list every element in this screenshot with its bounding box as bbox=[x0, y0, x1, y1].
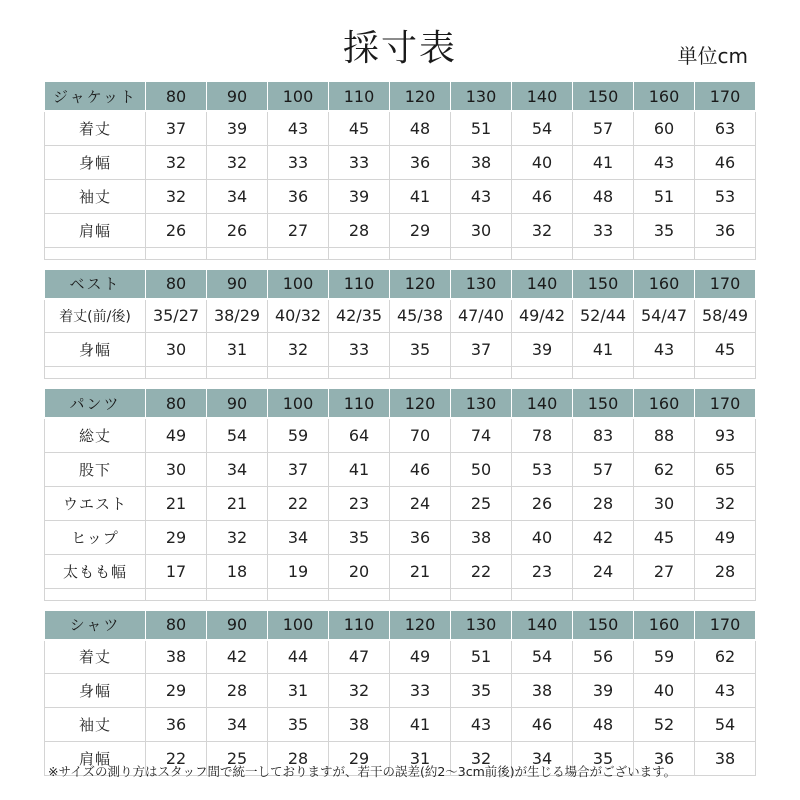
size-header: 130 bbox=[451, 388, 512, 418]
cell: 53 bbox=[512, 452, 573, 486]
size-header: 150 bbox=[573, 610, 634, 640]
cell: 28 bbox=[695, 554, 756, 588]
cell: 32 bbox=[451, 742, 512, 776]
cell: 54 bbox=[512, 111, 573, 145]
footnote: ※サイズの測り方はスタッフ間で統一しておりますが、若干の誤差(約2〜3cm前後)が生じる場合がございます。 bbox=[48, 764, 677, 779]
cell: 44 bbox=[268, 640, 329, 674]
size-header: 110 bbox=[329, 81, 390, 111]
cell: 29 bbox=[146, 674, 207, 708]
section-header: ジャケット bbox=[45, 81, 146, 111]
cell: 42/35 bbox=[329, 299, 390, 333]
cell: 62 bbox=[634, 452, 695, 486]
cell: 20 bbox=[329, 554, 390, 588]
size-header: 130 bbox=[451, 269, 512, 299]
row-label: 袖丈 bbox=[45, 179, 146, 213]
cell: 62 bbox=[695, 640, 756, 674]
cell: 38/29 bbox=[207, 299, 268, 333]
cell: 59 bbox=[268, 418, 329, 452]
cell: 45/38 bbox=[390, 299, 451, 333]
cell: 41 bbox=[329, 452, 390, 486]
cell: 28 bbox=[268, 742, 329, 776]
cell: 32 bbox=[512, 213, 573, 247]
row-label: 総丈 bbox=[45, 418, 146, 452]
cell: 45 bbox=[695, 333, 756, 367]
size-header: 90 bbox=[207, 610, 268, 640]
size-header: 110 bbox=[329, 388, 390, 418]
section-header: ベスト bbox=[45, 269, 146, 299]
cell: 43 bbox=[634, 333, 695, 367]
size-header: 80 bbox=[146, 388, 207, 418]
table-row bbox=[45, 299, 756, 333]
cell: 51 bbox=[634, 179, 695, 213]
table-header-row bbox=[45, 388, 756, 418]
cell: 35 bbox=[329, 520, 390, 554]
row-label: 身幅 bbox=[45, 674, 146, 708]
size-header: 120 bbox=[390, 610, 451, 640]
size-header: 150 bbox=[573, 269, 634, 299]
size-header: 80 bbox=[146, 81, 207, 111]
cell: 53 bbox=[695, 179, 756, 213]
table-header-row bbox=[45, 269, 756, 299]
row-label: 肩幅 bbox=[45, 213, 146, 247]
cell: 45 bbox=[634, 520, 695, 554]
cell: 38 bbox=[695, 742, 756, 776]
row-label: 肩幅 bbox=[45, 742, 146, 776]
cell: 30 bbox=[146, 452, 207, 486]
cell: 38 bbox=[451, 520, 512, 554]
cell: 31 bbox=[390, 742, 451, 776]
cell: 54 bbox=[695, 708, 756, 742]
page-title: 採寸表 bbox=[342, 28, 457, 69]
spacer-row bbox=[45, 367, 756, 379]
table-row bbox=[45, 111, 756, 145]
cell: 36 bbox=[390, 145, 451, 179]
cell: 19 bbox=[268, 554, 329, 588]
cell: 28 bbox=[207, 674, 268, 708]
cell: 52 bbox=[634, 708, 695, 742]
cell: 25 bbox=[451, 486, 512, 520]
size-header: 90 bbox=[207, 388, 268, 418]
cell: 36 bbox=[146, 708, 207, 742]
cell: 41 bbox=[573, 145, 634, 179]
cell: 51 bbox=[451, 111, 512, 145]
cell: 32 bbox=[268, 333, 329, 367]
cell: 21 bbox=[146, 486, 207, 520]
cell: 49 bbox=[390, 640, 451, 674]
cell: 25 bbox=[207, 742, 268, 776]
cell: 28 bbox=[329, 213, 390, 247]
cell: 33 bbox=[329, 333, 390, 367]
table-row bbox=[45, 145, 756, 179]
cell: 39 bbox=[512, 333, 573, 367]
table-row bbox=[45, 674, 756, 708]
cell: 43 bbox=[451, 179, 512, 213]
table-row bbox=[45, 520, 756, 554]
cell: 83 bbox=[573, 418, 634, 452]
cell: 39 bbox=[329, 179, 390, 213]
spacer-row bbox=[45, 588, 756, 600]
size-header: 160 bbox=[634, 610, 695, 640]
cell: 31 bbox=[268, 674, 329, 708]
cell: 49 bbox=[146, 418, 207, 452]
cell: 35/27 bbox=[146, 299, 207, 333]
cell: 43 bbox=[451, 708, 512, 742]
cell: 26 bbox=[207, 213, 268, 247]
size-tables bbox=[44, 80, 755, 776]
size-header: 170 bbox=[695, 388, 756, 418]
row-label: 身幅 bbox=[45, 145, 146, 179]
cell: 40 bbox=[512, 520, 573, 554]
cell: 64 bbox=[329, 418, 390, 452]
cell: 78 bbox=[512, 418, 573, 452]
cell: 36 bbox=[268, 179, 329, 213]
cell: 22 bbox=[146, 742, 207, 776]
size-header: 170 bbox=[695, 610, 756, 640]
row-label: 着丈(前/後) bbox=[45, 299, 146, 333]
cell: 41 bbox=[390, 708, 451, 742]
cell: 50 bbox=[451, 452, 512, 486]
cell: 42 bbox=[573, 520, 634, 554]
cell: 57 bbox=[573, 452, 634, 486]
vest-size-table bbox=[44, 268, 756, 380]
pants-size-table bbox=[44, 387, 756, 601]
cell: 29 bbox=[329, 742, 390, 776]
cell: 60 bbox=[634, 111, 695, 145]
size-header: 140 bbox=[512, 81, 573, 111]
cell: 29 bbox=[390, 213, 451, 247]
cell: 48 bbox=[573, 179, 634, 213]
cell: 18 bbox=[207, 554, 268, 588]
cell: 24 bbox=[573, 554, 634, 588]
cell: 23 bbox=[512, 554, 573, 588]
cell: 35 bbox=[573, 742, 634, 776]
cell: 35 bbox=[451, 674, 512, 708]
size-header: 170 bbox=[695, 81, 756, 111]
cell: 63 bbox=[695, 111, 756, 145]
cell: 43 bbox=[268, 111, 329, 145]
size-header: 100 bbox=[268, 81, 329, 111]
row-label: 袖丈 bbox=[45, 708, 146, 742]
size-header: 160 bbox=[634, 388, 695, 418]
section-header: シャツ bbox=[45, 610, 146, 640]
cell: 54 bbox=[512, 640, 573, 674]
cell: 32 bbox=[146, 145, 207, 179]
cell: 22 bbox=[268, 486, 329, 520]
cell: 54 bbox=[207, 418, 268, 452]
cell: 21 bbox=[207, 486, 268, 520]
size-header: 120 bbox=[390, 388, 451, 418]
size-header: 140 bbox=[512, 388, 573, 418]
size-header: 160 bbox=[634, 81, 695, 111]
cell: 33 bbox=[268, 145, 329, 179]
cell: 36 bbox=[634, 742, 695, 776]
cell: 54/47 bbox=[634, 299, 695, 333]
cell: 32 bbox=[207, 145, 268, 179]
cell: 34 bbox=[512, 742, 573, 776]
cell: 47/40 bbox=[451, 299, 512, 333]
size-header: 80 bbox=[146, 269, 207, 299]
cell: 56 bbox=[573, 640, 634, 674]
cell: 32 bbox=[695, 486, 756, 520]
row-label: ウエスト bbox=[45, 486, 146, 520]
cell: 46 bbox=[695, 145, 756, 179]
cell: 31 bbox=[207, 333, 268, 367]
row-label: 着丈 bbox=[45, 640, 146, 674]
spacer-row bbox=[45, 247, 756, 259]
cell: 43 bbox=[695, 674, 756, 708]
size-header: 150 bbox=[573, 81, 634, 111]
cell: 30 bbox=[146, 333, 207, 367]
cell: 39 bbox=[573, 674, 634, 708]
cell: 88 bbox=[634, 418, 695, 452]
table-row bbox=[45, 708, 756, 742]
cell: 46 bbox=[390, 452, 451, 486]
table-header-row bbox=[45, 81, 756, 111]
row-label: 着丈 bbox=[45, 111, 146, 145]
cell: 52/44 bbox=[573, 299, 634, 333]
cell: 34 bbox=[268, 520, 329, 554]
cell: 51 bbox=[451, 640, 512, 674]
cell: 35 bbox=[390, 333, 451, 367]
cell: 47 bbox=[329, 640, 390, 674]
cell: 32 bbox=[207, 520, 268, 554]
cell: 40 bbox=[634, 674, 695, 708]
cell: 36 bbox=[390, 520, 451, 554]
jacket-size-table bbox=[44, 80, 756, 260]
size-header: 120 bbox=[390, 269, 451, 299]
table-row bbox=[45, 213, 756, 247]
cell: 48 bbox=[390, 111, 451, 145]
unit-label: 単位cm bbox=[677, 44, 748, 68]
shirt-size-table bbox=[44, 609, 756, 777]
table-row bbox=[45, 179, 756, 213]
cell: 41 bbox=[573, 333, 634, 367]
cell: 30 bbox=[451, 213, 512, 247]
cell: 35 bbox=[634, 213, 695, 247]
cell: 33 bbox=[573, 213, 634, 247]
cell: 26 bbox=[512, 486, 573, 520]
cell: 32 bbox=[146, 179, 207, 213]
size-header: 170 bbox=[695, 269, 756, 299]
cell: 39 bbox=[207, 111, 268, 145]
cell: 38 bbox=[329, 708, 390, 742]
table-row bbox=[45, 486, 756, 520]
cell: 40/32 bbox=[268, 299, 329, 333]
cell: 49/42 bbox=[512, 299, 573, 333]
cell: 57 bbox=[573, 111, 634, 145]
cell: 21 bbox=[390, 554, 451, 588]
cell: 59 bbox=[634, 640, 695, 674]
cell: 93 bbox=[695, 418, 756, 452]
row-label: 股下 bbox=[45, 452, 146, 486]
cell: 30 bbox=[634, 486, 695, 520]
cell: 45 bbox=[329, 111, 390, 145]
section-header: パンツ bbox=[45, 388, 146, 418]
table-row bbox=[45, 418, 756, 452]
size-header: 110 bbox=[329, 269, 390, 299]
cell: 58/49 bbox=[695, 299, 756, 333]
cell: 26 bbox=[146, 213, 207, 247]
cell: 17 bbox=[146, 554, 207, 588]
size-header: 140 bbox=[512, 269, 573, 299]
size-header: 100 bbox=[268, 610, 329, 640]
cell: 49 bbox=[695, 520, 756, 554]
table-header-row bbox=[45, 610, 756, 640]
cell: 34 bbox=[207, 179, 268, 213]
size-header: 130 bbox=[451, 81, 512, 111]
cell: 43 bbox=[634, 145, 695, 179]
cell: 36 bbox=[695, 213, 756, 247]
cell: 46 bbox=[512, 708, 573, 742]
cell: 37 bbox=[268, 452, 329, 486]
size-header: 140 bbox=[512, 610, 573, 640]
size-header: 90 bbox=[207, 269, 268, 299]
cell: 38 bbox=[451, 145, 512, 179]
cell: 48 bbox=[573, 708, 634, 742]
cell: 33 bbox=[390, 674, 451, 708]
size-header: 100 bbox=[268, 269, 329, 299]
cell: 46 bbox=[512, 179, 573, 213]
cell: 28 bbox=[573, 486, 634, 520]
table-row bbox=[45, 333, 756, 367]
cell: 32 bbox=[329, 674, 390, 708]
size-header: 110 bbox=[329, 610, 390, 640]
table-row bbox=[45, 452, 756, 486]
cell: 65 bbox=[695, 452, 756, 486]
row-label: 身幅 bbox=[45, 333, 146, 367]
cell: 24 bbox=[390, 486, 451, 520]
size-header: 150 bbox=[573, 388, 634, 418]
table-row bbox=[45, 554, 756, 588]
cell: 23 bbox=[329, 486, 390, 520]
table-row bbox=[45, 640, 756, 674]
cell: 38 bbox=[512, 674, 573, 708]
cell: 27 bbox=[268, 213, 329, 247]
cell: 41 bbox=[390, 179, 451, 213]
size-header: 90 bbox=[207, 81, 268, 111]
cell: 34 bbox=[207, 708, 268, 742]
size-header: 130 bbox=[451, 610, 512, 640]
cell: 22 bbox=[451, 554, 512, 588]
size-header: 100 bbox=[268, 388, 329, 418]
size-header: 160 bbox=[634, 269, 695, 299]
cell: 70 bbox=[390, 418, 451, 452]
size-header: 80 bbox=[146, 610, 207, 640]
cell: 33 bbox=[329, 145, 390, 179]
cell: 29 bbox=[146, 520, 207, 554]
cell: 34 bbox=[207, 452, 268, 486]
cell: 27 bbox=[634, 554, 695, 588]
cell: 37 bbox=[451, 333, 512, 367]
size-header: 120 bbox=[390, 81, 451, 111]
cell: 42 bbox=[207, 640, 268, 674]
cell: 74 bbox=[451, 418, 512, 452]
cell: 35 bbox=[268, 708, 329, 742]
row-label: 太もも幅 bbox=[45, 554, 146, 588]
cell: 37 bbox=[146, 111, 207, 145]
cell: 40 bbox=[512, 145, 573, 179]
cell: 38 bbox=[146, 640, 207, 674]
row-label: ヒップ bbox=[45, 520, 146, 554]
